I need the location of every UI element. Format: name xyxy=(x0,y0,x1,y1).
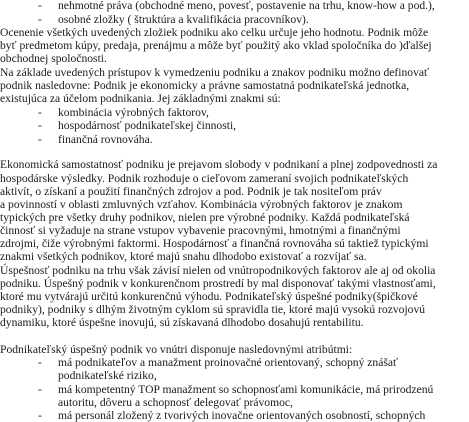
list-item: finančná rovnováha. xyxy=(58,133,153,146)
list-dash: - xyxy=(38,119,42,132)
paragraph-line: Ekonomická samostatnosť podniku je prejavom slobody v podnikaní a plnej zodpovednosti za xyxy=(0,158,438,171)
paragraph-line: byť predmetom kúpy, predaja, prenájmu a môže byť použitý ako vklad spoločníka do )ďalšej xyxy=(0,39,432,52)
paragraph-line: hospodárske výsledky. Podnik rozhoduje o cieľovom zameraní svojich podnikateľských xyxy=(0,172,409,185)
paragraph-line: Podnikateľský úspešný podnik vo vnútri disponuje nasledovnými atribútmi: xyxy=(0,343,353,356)
paragraph-line: podnik nasledovne: Podnik je ekonomicky a právne samostatná podnikateľská jednotka, xyxy=(0,79,410,92)
paragraph-line: obchodnej spoločnosti. xyxy=(0,52,107,65)
list-dash: - xyxy=(38,13,42,26)
paragraph-line: Na základe uvedených prístupov k vymedzeniu podniku a znakov podniku možno definovať xyxy=(0,66,429,79)
list-dash: - xyxy=(38,356,42,369)
paragraph-line: aktivít, o získaní a použití finančných zdrojov a pod. Podnik je tak nositeľom práv xyxy=(0,185,382,198)
paragraph-line: zdrojmi, čiže výrobnými faktormi. Hospodárnosť a finančná rovnováha sú taktiež typickými xyxy=(0,237,429,250)
paragraph-line: ktoré mu vytvárajú určitú konkurenčnú výhodu. Podnikateľský úspešné podniky(špičkové xyxy=(0,290,418,303)
list-item-continuation: podnikateľské riziko, xyxy=(58,369,157,382)
list-item-continuation: autoritu, dôveru a schopnosť delegovať právomoc, xyxy=(58,396,293,409)
list-dash: - xyxy=(38,409,42,422)
list-dash: - xyxy=(38,383,42,396)
paragraph-line: podniku. Úspešný podnik v konkurenčnom prostredí by mal disponovať takými vlastnosťami, xyxy=(0,277,436,290)
list-item: hospodárnosť podnikateľskej činnosti, xyxy=(58,119,237,132)
list-item: má kompetentný TOP manažment so schopnosťami komunikácie, má prirodzenú xyxy=(58,383,434,396)
paragraph-line: činnosť si vyžaduje na strane vstupov vybavenie pracovnými, hmotnými a finančnými xyxy=(0,224,401,237)
paragraph-line: a povinností v oblasti zmluvných vzťahov. Kombinácia výrobných faktorov je znakom xyxy=(0,198,403,211)
paragraph-line: dynamiku, ktoré úspešne inovujú, sú získavaná dlhodobo dosahujú rentabilitu. xyxy=(0,316,364,329)
list-item: má personál zložený z tvorivých inovačne orientovaných osobností, schopných xyxy=(58,409,426,422)
paragraph-line: typických pre všetky druhy podnikov, nielen pre výrobné podniky. Každá podnikateľská xyxy=(0,211,410,224)
list-item: nehmotné práva (obchodné meno, povesť, postavenie na trhu, know-how a pod.), xyxy=(58,0,435,12)
list-dash: - xyxy=(38,0,42,12)
paragraph-line: Úspešnosť podniku na trhu však závisí nielen od vnútropodnikových faktorov ale aj od okolia xyxy=(0,264,436,277)
list-dash: - xyxy=(38,106,42,119)
paragraph-line: existujúca za účelom podnikania. Jej základnými znakmi sú: xyxy=(0,92,281,105)
paragraph-line: Ocenenie všetkých uvedených zložiek podniku ako celku určuje jeho hodnotu. Podnik môže xyxy=(0,26,429,39)
paragraph-line: podniky), podniky s dlhým životným cyklom sú spravidla tie, ktoré majú vysokú rozvojovú xyxy=(0,303,426,316)
list-item: má podnikateľov a manažment proinovačné orientovaný, schopný znášať xyxy=(58,356,398,369)
list-item: osobné zložky ( štruktúra a kvalifikácia pracovníkov). xyxy=(58,13,309,26)
paragraph-line: znakmi všetkých podnikov, ktoré majú snahu dlhodobo existovať a rozvíjať sa. xyxy=(0,250,367,263)
list-item: kombinácia výrobných faktorov, xyxy=(58,106,209,119)
list-dash: - xyxy=(38,133,42,146)
